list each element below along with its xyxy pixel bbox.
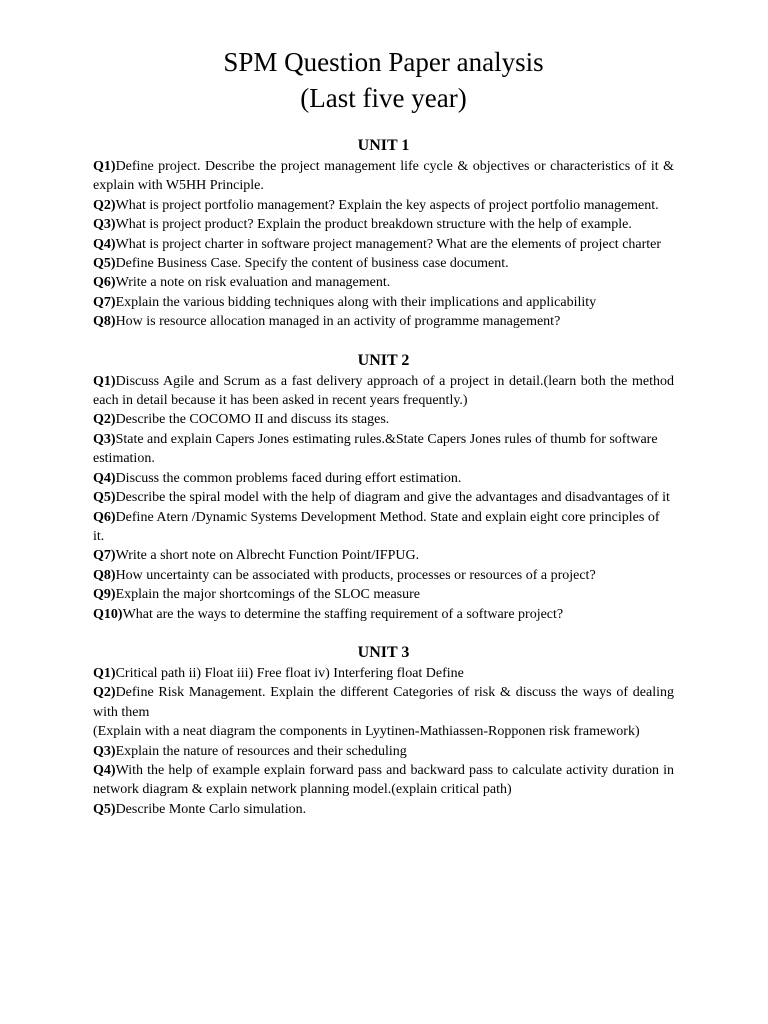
question-item: [93, 469, 674, 488]
question-note: [93, 722, 674, 741]
document-title: [93, 44, 674, 116]
unit-section-1: [93, 136, 674, 332]
question-item: [93, 508, 674, 547]
question-item: [93, 800, 674, 819]
question-text: What is project charter in software project management? What are the elements of project charter: [115, 236, 662, 252]
question-item: [93, 293, 674, 312]
question-number: Q3): [93, 431, 116, 447]
question-number: Q1): [93, 373, 116, 389]
question-text: With the help of example explain forward pass and backward pass to calculate activity duration in network diagram & explain network planning model.(explain critical path): [93, 762, 674, 798]
question-item: [93, 488, 674, 507]
question-text: What are the ways to determine the staffing requirement of a software project?: [122, 606, 564, 622]
question-item: [93, 546, 674, 565]
unit-heading: UNIT 3: [357, 643, 410, 661]
question-text: Explain the nature of resources and their scheduling: [115, 743, 407, 759]
question-item: [93, 410, 674, 429]
question-number: Q6): [93, 275, 116, 291]
question-text: Discuss Agile and Scrum as a fast delivery approach of a project in detail.(learn both the method each in detail because it has been asked in recent years frequently.): [93, 373, 674, 409]
question-item: [93, 742, 674, 761]
question-item: [93, 566, 674, 585]
title-line-2: (Last five year): [300, 83, 467, 113]
question-item: [93, 664, 674, 683]
question-number: Q6): [93, 509, 116, 525]
question-number: Q8): [93, 314, 116, 330]
question-text: Define project. Describe the project management life cycle & objectives or characteristics of it & explain with W5HH Principle.: [93, 159, 674, 194]
question-item: [93, 235, 674, 254]
question-text: What is project product? Explain the product breakdown structure with the help of example.: [115, 217, 632, 233]
question-text: Define Atern /Dynamic Systems Development Method. State and explain eight core principles of it.: [93, 509, 660, 544]
question-text: Describe Monte Carlo simulation.: [115, 801, 307, 817]
question-item: [93, 683, 674, 722]
question-item: [93, 761, 674, 800]
question-number: Q2): [93, 197, 116, 213]
question-text: State and explain Capers Jones estimating rules.&State Capers Jones rules of thumb for software estimation.: [93, 431, 658, 467]
question-text: How is resource allocation managed in an activity of programme management?: [115, 314, 561, 330]
question-text: (Explain with a neat diagram the components in Lyytinen-Mathiassen-Ropponen risk framework): [93, 724, 640, 740]
question-number: Q7): [93, 294, 116, 310]
question-text: Describe the COCOMO II and discuss its stages.: [115, 412, 390, 428]
question-number: Q4): [93, 470, 116, 486]
unit-heading: UNIT 1: [357, 137, 410, 154]
question-item: [93, 273, 674, 292]
question-number: Q10): [93, 606, 123, 622]
question-number: Q2): [93, 412, 116, 428]
question-text: Define Business Case. Specify the content of business case document.: [115, 256, 509, 272]
question-number: Q4): [93, 762, 116, 778]
question-number: Q5): [93, 256, 116, 272]
question-text: Discuss the common problems faced during effort estimation.: [115, 470, 462, 486]
question-item: [93, 430, 674, 469]
question-number: Q3): [93, 217, 116, 233]
question-item: [93, 157, 674, 196]
question-number: Q1): [93, 665, 116, 681]
question-number: Q2): [93, 685, 116, 701]
question-number: Q5): [93, 490, 116, 506]
question-text: Describe the spiral model with the help of diagram and give the advantages and disadvantages of it: [115, 490, 670, 506]
question-item: [93, 312, 674, 331]
question-number: Q3): [93, 743, 116, 759]
question-text: Explain the various bidding techniques along with their implications and applicability: [115, 294, 597, 310]
question-number: Q7): [93, 548, 116, 564]
question-number: Q8): [93, 567, 116, 583]
question-text: Critical path ii) Float iii) Free float iv) Interfering float Define: [115, 665, 464, 681]
question-text: How uncertainty can be associated with products, processes or resources of a project?: [115, 567, 596, 583]
question-item: [93, 254, 674, 273]
question-item: [93, 196, 674, 215]
question-text: Explain the major shortcomings of the SLOC measure: [115, 587, 421, 603]
unit-heading: UNIT 2: [357, 351, 410, 369]
question-item: [93, 585, 674, 604]
question-number: Q4): [93, 236, 116, 252]
question-number: Q5): [93, 801, 116, 817]
title-line-1: SPM Question Paper analysis: [223, 47, 544, 77]
unit-section-2: [93, 351, 674, 624]
question-number: Q9): [93, 587, 116, 603]
question-item: [93, 605, 674, 624]
question-item: [93, 215, 674, 234]
document-page: [93, 44, 674, 819]
question-item: [93, 372, 674, 411]
unit-section-3: [93, 643, 674, 819]
question-text: Write a note on risk evaluation and management.: [115, 275, 391, 291]
question-text: What is project portfolio management? Explain the key aspects of project portfolio management.: [115, 197, 659, 213]
question-text: Write a short note on Albrecht Function Point/IFPUG.: [115, 548, 420, 564]
question-text: Define Risk Management. Explain the different Categories of risk & discuss the ways of dealing with them: [93, 685, 674, 720]
question-number: Q1): [93, 159, 116, 174]
